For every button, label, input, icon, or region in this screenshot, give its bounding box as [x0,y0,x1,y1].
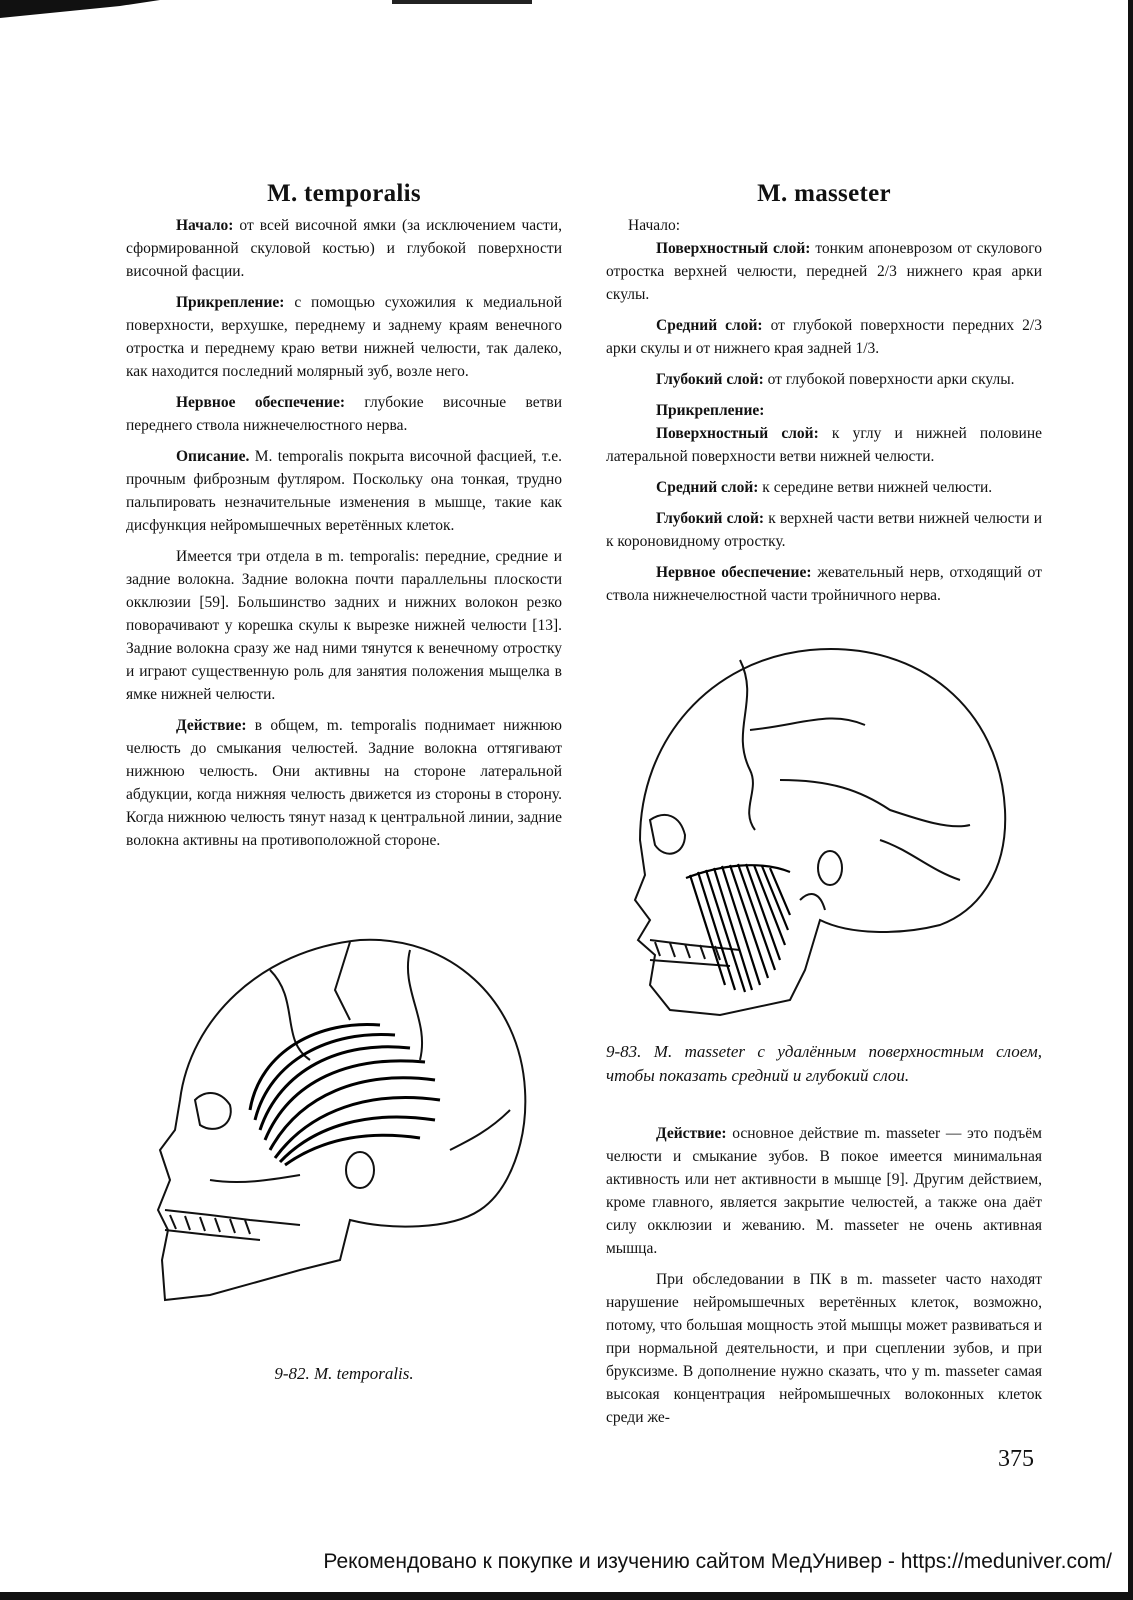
paragraph-examination: При обследовании в ПК в m. masseter часто находят нарушение нейромышечных веретённых клеток, возможно, потому, что большая мощность этой мышцы может развиваться и при нормальной деятельности, и при сцеплении зубов, и при бруксизме. В дополнение нужно сказать, что у m. masseter самая высокая концентрация нейромышечных волоконных клеток среди же- [606,1271,1042,1426]
paragraph-origin-middle: Средний слой: от глубокой поверхности передних 2/3 арки скулы и от нижнего края задней 1/3. [606,317,1042,357]
paragraph-insertion-middle: Средний слой: к середине ветви нижней челюсти. [656,479,993,496]
paragraph-insertion-deep: Глубокий слой: к верхней части ветви нижней челюсти и к короновидному отростку. [606,510,1042,550]
scan-border-right [1128,0,1133,1600]
paragraph-description: Описание. M. temporalis покрыта височной фасцией, т.е. прочным фиброзным футляром. Поскольку она тонкая, трудно пальпировать незначительные изменения в мышце, такие как дисфункция нейромышечных веретённых клеток. [126,448,562,534]
paragraph-origin-deep: Глубокий слой: от глубокой поверхности арки скулы. [656,371,1015,388]
paragraph-action: Действие: в общем, m. temporalis поднимает нижнюю челюсть до смыкания челюстей. Задние волокна оттягивают нижнюю челюсть. Они активны на стороне латеральной абдукции, когда нижняя челюсть движется из стороны в сторону. Когда нижнюю челюсть тянут назад к центральной линии, задние волокна активны на противоположной стороне. [126,717,562,849]
scan-edge-artifact [392,0,532,4]
footer-watermark: Рекомендовано к покупке и изучению сайтом МедУнивер - https://meduniver.com/ [323,1550,1112,1573]
paragraph-insertion: Прикрепление: с помощью сухожилия к медиальной поверхности, верхушке, переднему и заднему краям венечного отростка и переднему краю ветви нижней челюсти, так далеко, как находится последний молярный зуб, возле него. [126,294,562,380]
paragraph-origin: Начало: от всей височной ямки (за исключением части, сформированной скуловой костью) и глубокой поверхности височной фасции. [126,217,562,280]
paragraph-action-masseter: Действие: основное действие m. masseter — это подъём челюсти и смыкание зубов. В покое имеется минимальная активность или нет активности в мышце [9]. Другим действием, кроме главного, является закрытие челюстей, а также она даёт силу окклюзии и жеванию. M. masseter не очень активная мышца. [606,1125,1042,1257]
figure-caption-temporalis: 9-82. M. temporalis. [274,1364,414,1383]
figure-caption-masseter: 9-83. M. masseter с удалённым поверхностным слоем, чтобы показать средний и глубокий слои. [606,1042,1042,1085]
scan-border-bottom [0,1592,1133,1600]
right-column [606,180,1042,615]
scan-edge-artifact [0,0,160,18]
paragraph-nerve: Нервное обеспечение: глубокие височные ветви переднего ствола нижнечелюстного нерва. [126,394,562,434]
paragraph-fibers: Имеется три отдела в m. temporalis: передние, средние и задние волокна. Задние волокна почти параллельны плоскости окклюзии [59]. Большинство задних и нижних волокон резко поворачивают у корешка скулы к вырезке нижней челюсти [13]. Задние волокна сразу же над ними тянутся к венечному отростку и играют существенную роль для занятия положения мыщелка в ямке нижней челюсти. [126,548,562,703]
skull-temporalis-illustration [150,930,540,1330]
section-title-masseter: M. masseter [757,180,891,207]
label-origin: Начало: [628,217,681,234]
page-number: 375 [998,1446,1034,1472]
figure-masseter [630,640,1020,1030]
section-title-temporalis: M. temporalis [267,180,421,207]
figure-temporalis [150,930,540,1330]
paragraph-nerve-masseter: Нервное обеспечение: жевательный нерв, отходящий от ствола нижнечелюстной части тройничного нерва. [606,564,1043,604]
paragraph-origin-superficial: Поверхностный слой: тонким апоневрозом от скулового отростка верхней челюсти, передней 2/3 нижнего края арки скулы. [606,240,1042,303]
right-column-continued [606,1122,1042,1437]
skull-masseter-illustration [630,640,1020,1030]
label-insertion: Прикрепление: [656,402,765,419]
paragraph-insertion-superficial: Поверхностный слой: к углу и нижней половине латеральной поверхности ветви нижней челюсти. [606,425,1042,465]
left-column [126,180,562,860]
